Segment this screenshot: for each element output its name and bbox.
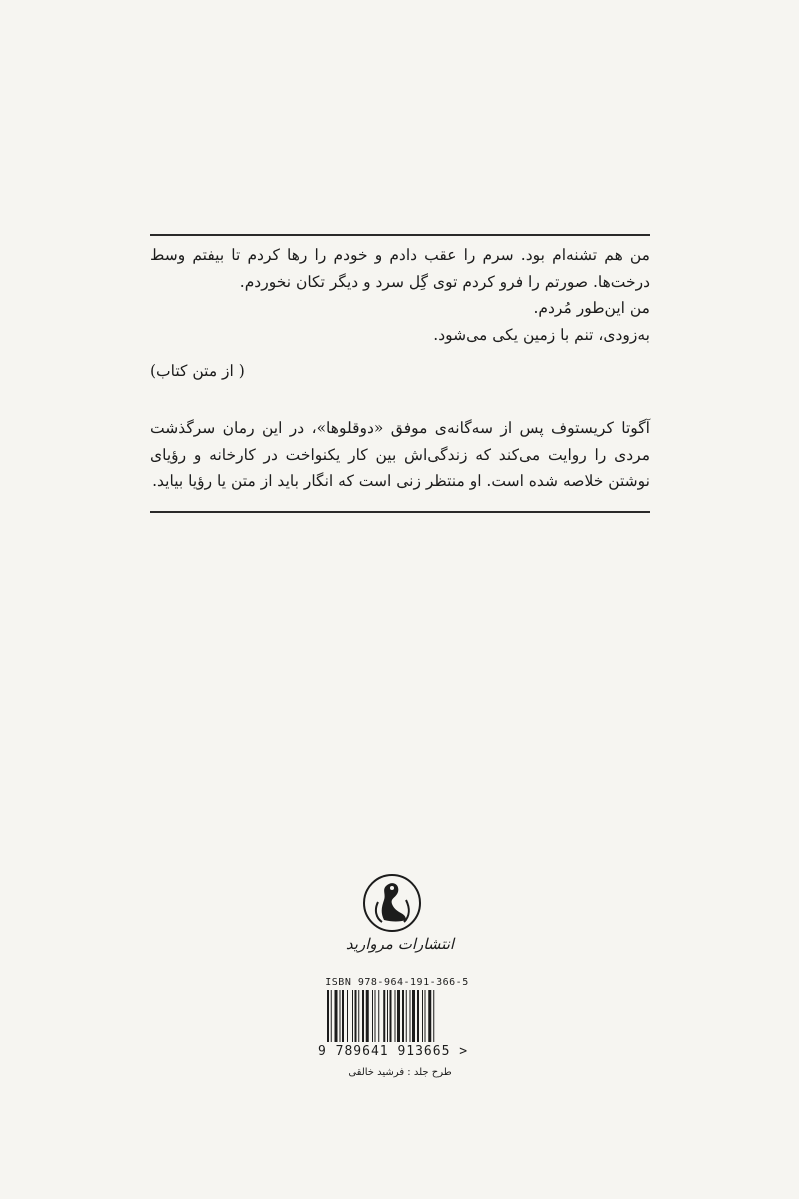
barcode-bar <box>352 990 353 1042</box>
barcode-bar <box>410 990 411 1042</box>
barcode-bar <box>425 990 426 1042</box>
barcode-bar <box>397 990 400 1042</box>
barcode-bar <box>362 990 364 1042</box>
excerpt-line: من هم تشنه‌ام بود. سرم را عقب دادم و خودم را رها کردم تا بیفتم وسط درخت‌ها. صورتم را فرو کردم توی گِل سرد و دیگر تکان نخوردم. <box>150 246 650 291</box>
barcode-bar <box>372 990 373 1042</box>
summary-text: آگوتا کریستوف پس از سه‌گانه‌ی موفق «دوقلوها»، در این رمان سرگذشت مردی را روایت می‌کند که زندگی‌اش بین کار یکنواخت در کارخانه و رؤیای نوشتن خلاصه شده است. او منتظر زنی است که انگار باید از متن یا رؤیا بیاید. <box>150 419 650 490</box>
cover-designer: طرح جلد : فرشید خالقی <box>348 1067 452 1078</box>
barcode-bar <box>387 990 388 1042</box>
excerpt-line: به‌زودی، تنم با زمین یکی می‌شود. <box>433 325 650 344</box>
summary <box>150 415 650 495</box>
top-rule <box>150 234 650 236</box>
bird-icon <box>362 872 422 934</box>
barcode-bar <box>433 990 434 1042</box>
barcode-bar <box>390 990 392 1042</box>
barcode-bar <box>366 990 369 1042</box>
barcode-bar <box>347 990 348 1042</box>
barcode-bar <box>340 990 341 1042</box>
barcode-bar <box>375 990 376 1042</box>
excerpt-source: ( از متن کتاب) <box>150 362 245 380</box>
barcode-bar <box>331 990 332 1042</box>
barcode-bar <box>378 990 379 1042</box>
publisher-name: انتشارات مروارید <box>345 935 455 953</box>
bottom-rule <box>150 511 650 513</box>
barcode-bar <box>428 990 431 1042</box>
barcode-bar <box>358 990 359 1042</box>
barcode-bar <box>335 990 338 1042</box>
barcode-bar <box>406 990 407 1042</box>
excerpt <box>150 242 650 348</box>
barcode-bar <box>342 990 344 1042</box>
barcode-bar <box>412 990 415 1042</box>
barcode-bar <box>383 990 385 1042</box>
barcode-digits: 9 789641 913665 > <box>318 1044 469 1059</box>
barcode-bar <box>327 990 329 1042</box>
barcode-bar <box>417 990 419 1042</box>
excerpt-line: من این‌طور مُردم. <box>533 299 650 317</box>
barcode-bar <box>402 990 404 1042</box>
barcode-bar <box>355 990 357 1042</box>
barcode-bar <box>395 990 396 1042</box>
barcode-bar <box>422 990 423 1042</box>
barcode <box>325 990 475 1042</box>
isbn-label: ISBN 978-964-191-366-5 <box>325 977 469 988</box>
